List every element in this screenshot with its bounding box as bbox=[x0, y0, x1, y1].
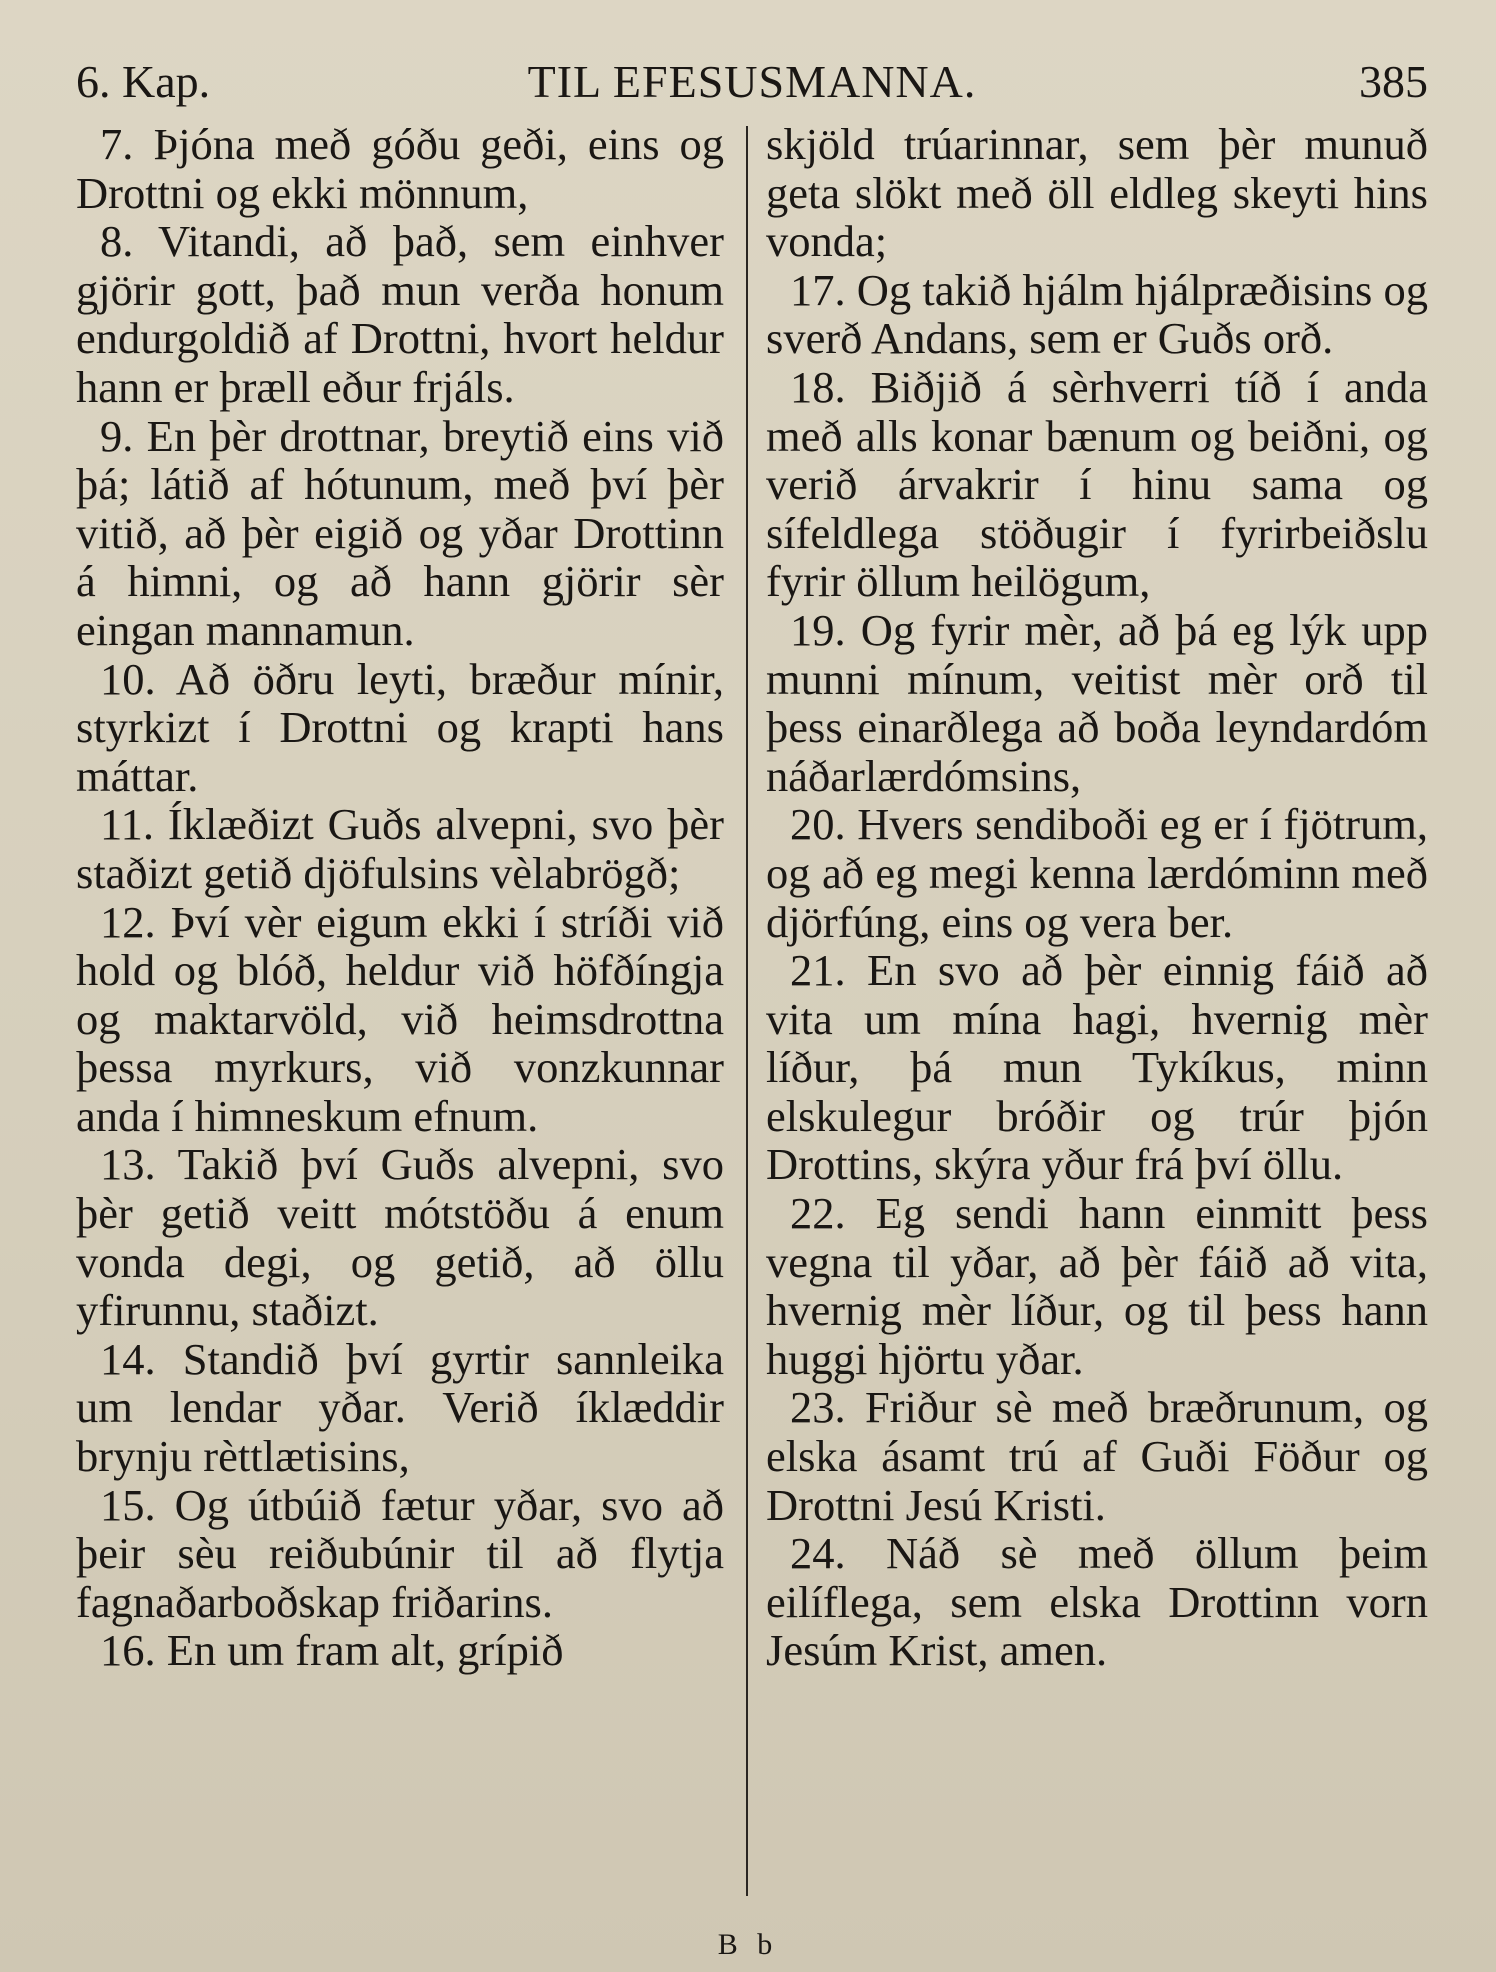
page-title: TIL EFESUSMANNA. bbox=[527, 56, 977, 107]
verse-17: 17. Og takið hjálm hjálpræðisins og sverð Andans, sem er Guðs orð. bbox=[766, 264, 1428, 364]
verse-8: 8. Vitandi, að það, sem einhver gjörir gott, það mun verða honum endurgoldið af Drottni, hvort heldur hann er þræll eður frjáls. bbox=[76, 216, 724, 412]
chapter-label: 6. Kap. bbox=[76, 56, 211, 107]
running-header bbox=[76, 52, 1428, 112]
verse-23: 23. Friður sè með bræðrunum, og elska ásamt trú af Guði Föður og Drottni Jesú Kristi. bbox=[766, 1382, 1428, 1530]
verse-22: 22. Eg sendi hann einmitt þess vegna til yðar, að þèr fáið að vita, hvernig mèr líður, og til þess hann huggi hjörtu yðar. bbox=[766, 1188, 1428, 1384]
verse-10: 10. Að öðru leyti, bræður mínir, styrkizt í Drottni og krapti hans máttar. bbox=[76, 653, 724, 801]
verse-9: 9. En þèr drottnar, breytið eins við þá; látið af hótunum, með því þèr vitið, að þèr eigið og yðar Drottinn á himni, og að hann gjörir sèr eingan mannamun. bbox=[76, 410, 724, 655]
verse-19: 19. Og fyrir mèr, að þá eg lýk upp munni mínum, veitist mèr orð til þess einarðlega að boða leyndardóm náðarlærdómsins, bbox=[766, 604, 1428, 801]
right-column bbox=[766, 120, 1428, 1675]
verse-7: 7. Þjóna með góðu geði, eins og Drottni og ekki mönnum, bbox=[76, 119, 724, 218]
verse-18: 18. Biðjið á sèrhverri tíð í anda með alls konar bænum og beiðni, og verið árvakrir í hinu sama og sífeldlega stöðugir í fyrirbeiðslu fyrir öllum heilögum, bbox=[766, 361, 1428, 607]
verse-16-continuation: skjöld trúarinnar, sem þèr munuð geta slökt með öll eldleg skeyti hins vonda; bbox=[766, 119, 1428, 267]
verse-11: 11. Íklæðizt Guðs alvepni, svo þèr staðizt getið djöfulsins vèlabrögð; bbox=[76, 799, 724, 898]
verse-24: 24. Náð sè með öllum þeim eilíflega, sem elska Drottinn vorn Jesúm Krist, amen. bbox=[766, 1528, 1428, 1676]
verse-21: 21. En svo að þèr einnig fáið að vita um mína hagi, hvernig mèr líður, þá mun Tykíkus, minn elskulegur bróðir og trúr þjón Drottins, skýra yður frá því öllu. bbox=[766, 945, 1428, 1190]
verse-13: 13. Takið því Guðs alvepni, svo þèr getið veitt mótstöðu á enum vonda degi, og getið, að öllu yfirunnu, staðizt. bbox=[76, 1139, 724, 1336]
column-divider bbox=[746, 126, 748, 1896]
verse-14: 14. Standið því gyrtir sannleika um lendar yðar. Verið íklæddir brynju rèttlætisins, bbox=[76, 1333, 724, 1482]
signature-mark: B b bbox=[717, 1928, 779, 1961]
verse-15: 15. Og útbúið fætur yðar, svo að þeir sèu reiðubúnir til að flytja fagnaðarboðskap friðarins. bbox=[76, 1479, 724, 1627]
left-column bbox=[76, 120, 724, 1675]
verse-12: 12. Því vèr eigum ekki í stríði við hold og blóð, heldur við höfðíngja og maktarvöld, við heimsdrottna þessa myrkurs, við vonzkunnar anda í himneskum efnum. bbox=[76, 896, 724, 1141]
verse-20: 20. Hvers sendiboði eg er í fjötrum, og að eg megi kenna lærdóminn með djörfúng, eins og vera ber. bbox=[766, 799, 1428, 947]
page-number: 385 bbox=[1359, 56, 1428, 107]
verse-16: 16. En um fram alt, grípið bbox=[100, 1625, 564, 1676]
